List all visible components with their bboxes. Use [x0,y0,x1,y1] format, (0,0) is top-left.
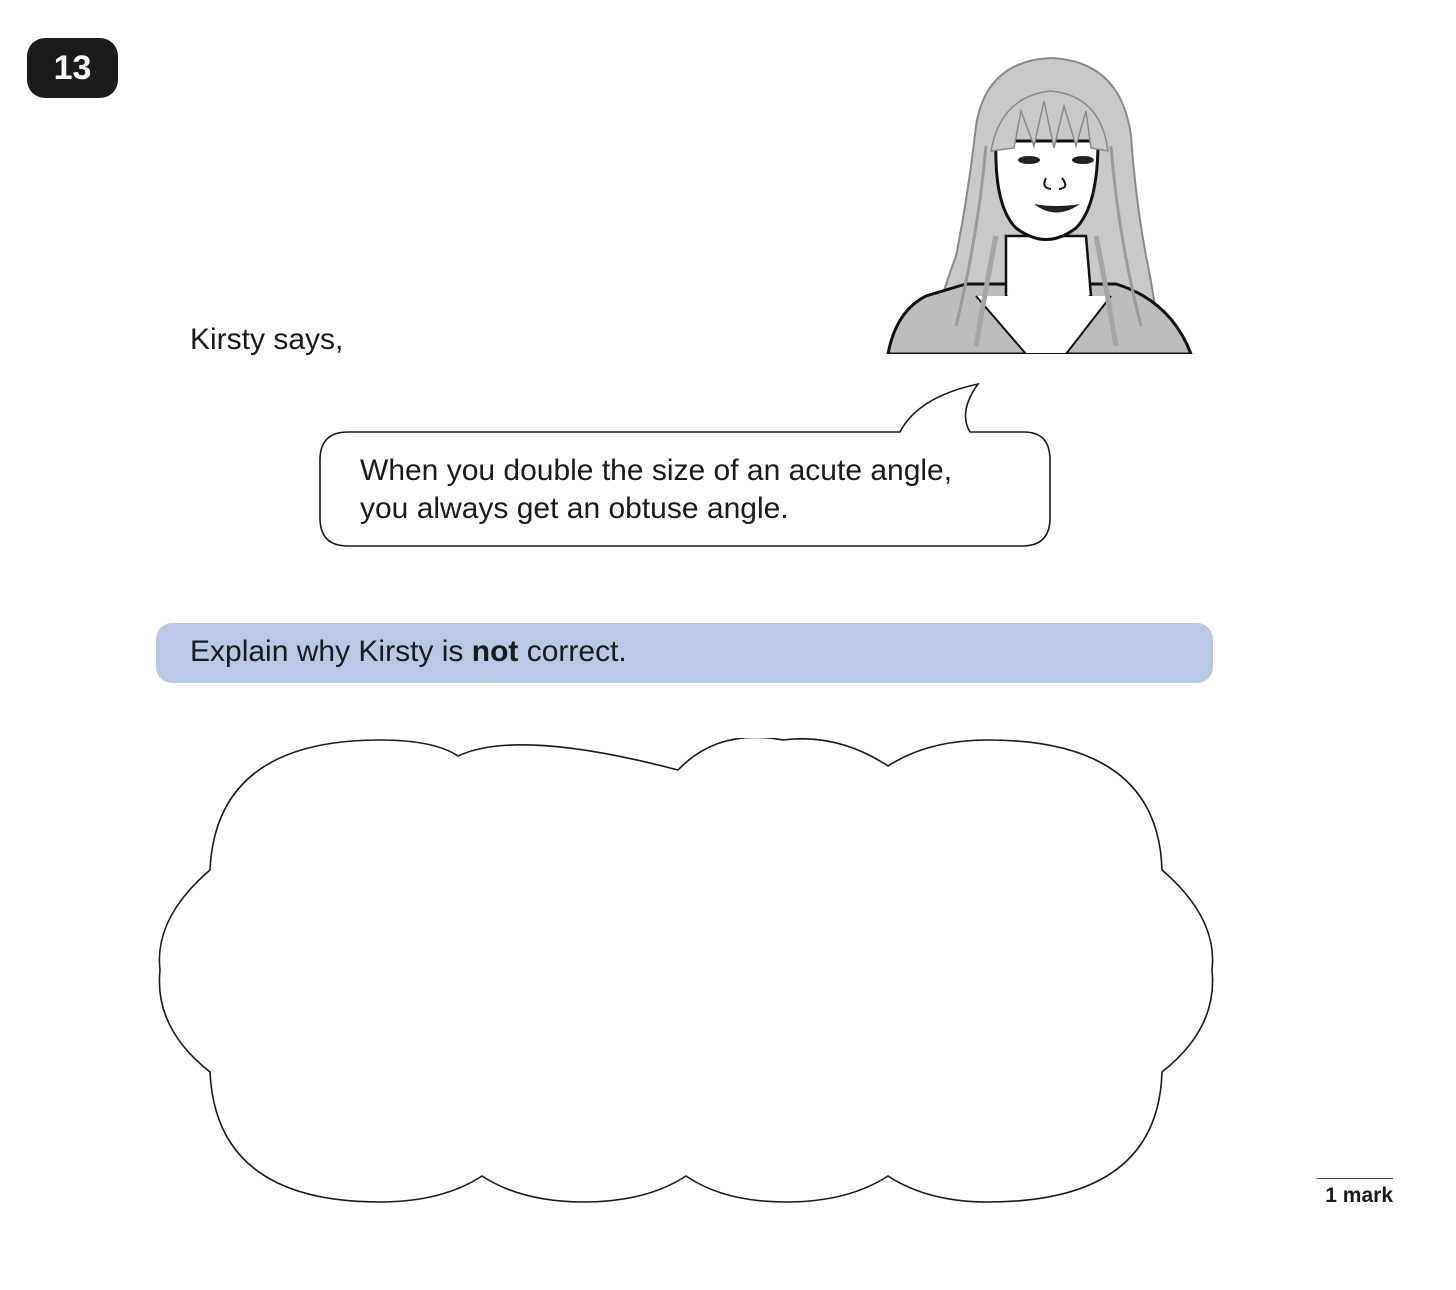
question-number: 13 [53,48,92,87]
instruction-text [190,635,627,669]
speech-line-2: you always get an obtuse angle. [360,492,789,525]
speech-bubble-text [360,452,1040,528]
speech-line-1: When you double the size of an acute angle, [360,454,953,487]
instruction-text-after: correct. [518,635,627,668]
instruction-text-before: Explain why Kirsty is [190,635,472,668]
question-number-badge [27,38,118,98]
instruction-emphasis: not [471,635,519,668]
intro-text: Kirsty says, [190,323,344,356]
answer-area[interactable] [240,800,1130,1140]
marks-label: 1 mark [1317,1178,1393,1208]
instruction-banner [156,623,1213,683]
girl-portrait-illustration [886,56,1194,354]
